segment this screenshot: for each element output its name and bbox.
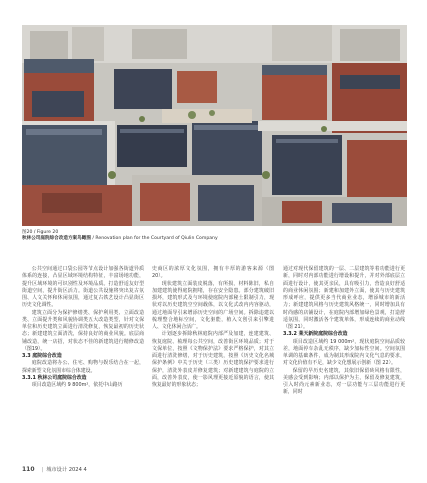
page-number: 110	[22, 466, 35, 473]
paragraph: 计划逐步拆除秋林庭院内部严及加建，连建建筑、恢复庭院、梳理每公共空间，改善街区环境品质；对于文保单位，按照《文物保护法》要求严格保护，对其立面进行清洗修缮，对于历史建筑，按照《历史文化名城保护条例》中关于历史（三类）历史建筑保护要求进行保护，清洗外表皮并修复建筑；对新建建筑与庭院的立面，改善外表皮，使一影风理更接近原貌的语言，使其恢复最好的形象状态；	[152, 331, 274, 388]
figure-caption-en: / Renovation plan for the Courtyard of Qiulin Company	[92, 236, 218, 242]
figure-caption-text	[22, 236, 412, 242]
text-column-2	[152, 266, 274, 389]
paragraph: 现状建筑立面装皮脱落，有所损，材料陈旧，私自加建建筑使得庭院拥堵，存在安全隐患。部分建筑破旧损坏，建筑形式及与环境使庭院内部秘土限制引力，现状对以历史建筑空空间载体，以文化式改内内容驱动，通过地面导引来增添历史空间的广场空间。拆除违建以梳理整合地标空间，文化驱能，植入文创引来引擎进人、文化休闲合活广。	[152, 280, 274, 330]
figure-caption-cn: 秋林公司庭院综合改造方案鸟瞰图	[22, 236, 91, 242]
subsection-heading: 3.3.2 莱天新院庭院综合改造	[283, 331, 348, 338]
paragraph: 项目改造区域约 9 800m²，依托中山路历	[31, 382, 123, 388]
journal-name: 城市设计	[46, 467, 68, 473]
paragraph: 庭院改造将办公、住宅、购物与娱乐结合在一起，探索新型文化氛围市综合体建设。	[22, 360, 144, 374]
page-footer	[22, 466, 87, 473]
text-column-1	[22, 266, 144, 389]
journal-issue: 2024 4	[68, 467, 87, 473]
paragraph: 公共空间通过口袋公园等节点设计加强各街道异质体系的连接，凸显区域环境结构特征，丰富场地功能，提升区域环境的可识别性及环境品质。打造舒适友好型街道空间，提升街区活力。街道公共设施将突出复古氛围、人文关怀和休闲氛围，通过复古铁艺设计凸显街区历史文化调性。	[22, 266, 144, 309]
text-column-3	[283, 266, 405, 397]
figure-label: 图20 / Figure 20	[22, 230, 59, 235]
paragraph: 建筑立面分为保护修缮类、保护利用类、立面改造类、立面提升类和风貌协调类五大改造类型，针对文保单位和历史建筑立面进行清洗修复，恢复最初的历史状态；新建建筑立面清洗，保持良好的商业风貌。底层商铺改造，统一店招，对状态不佳的新建筑进行精修改造（图19）。	[22, 309, 144, 352]
paragraph: 保留的早历史名建筑，其依旧保留砖风格有限性，美感会受到影响；内部以保护为主，保留及修复建筑，引入时尚元素新业态，对一层功能与三层功能进行更新，同时	[283, 367, 405, 396]
footer-divider: |	[41, 467, 44, 473]
section-heading: 3.3 庭院综合改造	[22, 353, 62, 359]
figure-image	[22, 25, 407, 226]
paragraph: 项目改造区域约 19 000m²，现状庭院空间品质较差，地面停车杂乱无秩序，缺少加标性空间。空间氛围单调的基础条件，成为制其形成院内文化气息的要求，对文化价值有不足，缺少文化想展示创新（图 22）。	[283, 338, 405, 367]
figure-caption	[22, 230, 412, 242]
paragraph: 史商区的浓厚文化氛围，拥有丰厚的游客来源（图 20）。	[152, 266, 274, 280]
subsection-heading: 3.3.1 秋林公司庭院综合改造	[22, 374, 87, 381]
paragraph: 通过对现代保留建筑的一层、二层建筑等着功能进行更新，同时对内部功能进行增设和提升，并对外部底层立面进行设计，使其更亲民，具有吸引力，营造良好舒适的商业休闲氛围；新建和加建外立面，使其与历史建筑形成呼应，提供更多当代商业业态，增添城市的新活力；新建建筑风格与历史建筑风格统一，同时增加具有时尚感的店铺设计，在庭院内部增加绿色景观，打造舒适氛围，同时激活各个建筑单体，形成连续的商业动线（图 21）。	[283, 266, 405, 330]
aerial-rendering-illustration	[22, 25, 407, 226]
